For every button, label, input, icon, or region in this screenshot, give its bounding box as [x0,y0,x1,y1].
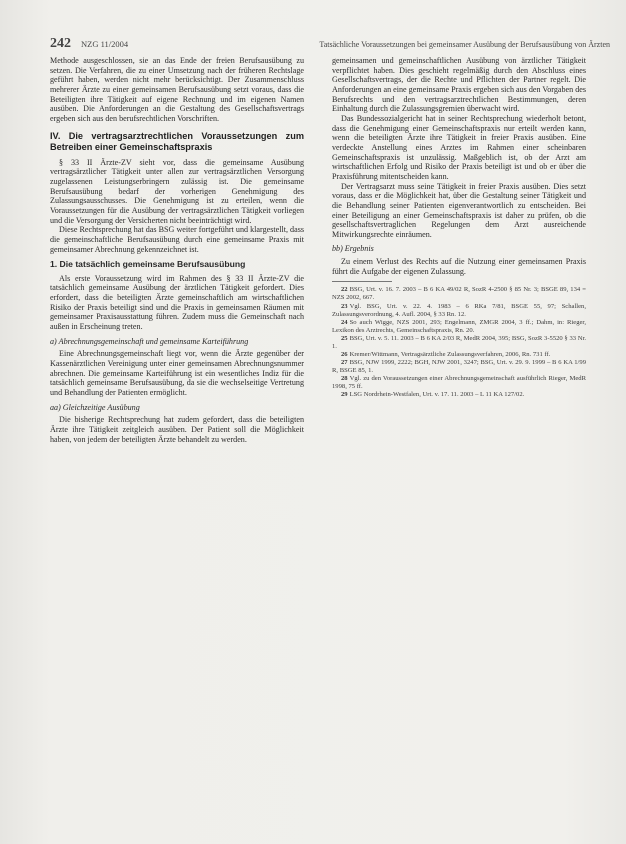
page-number: 242 [50,36,71,51]
footnote-divider [332,281,392,282]
footnote-text: So auch Wigge, NZS 2001, 293; Engelmann, ZMGR 2004, 3 ff.; Dahm, in: Rieger, Lexikon des Arztrechts, Gemeinschaftspraxis, Rn. 20. [332,318,586,334]
footnote [332,286,586,302]
footnote-text: Vgl. BSG, Urt. v. 22. 4. 1983 – 6 RKa 7/81, BSGE 55, 97; Schallen, Zulassungsverordnung, 4. Aufl. 2004, § 33 Rn. 12. [332,302,586,318]
left-column [50,56,304,444]
paragraph-heading-aa: aa) Gleichzeitige Ausübung [50,402,140,412]
paragraph-heading-a: a) Abrechnungsgemeinschaft und gemeinsame Karteiführung [50,336,249,346]
footnote [332,319,586,335]
subsection-heading: 1. Die tatsächlich gemeinsame Berufsausübung [50,259,246,270]
footnote-number: 24 [341,318,348,326]
footnote-text: BSG, Urt. v. 5. 11. 2003 – B 6 KA 2/03 R, MedR 2004, 395; BSG, SozR 3-5520 § 33 Nr. 1. [332,334,586,350]
footnotes [332,286,586,399]
section-heading: IV. Die vertragsarztrechtlichen Voraussetzungen zum Betreiben einer Gemeinschaftspraxis [50,130,304,152]
footnote [332,375,586,391]
footnote-number: 27 [341,358,348,366]
right-paragraph-4: Zu einem Verlust des Rechts auf die Nutzung einer gemeinsamen Praxis führt die Aufgabe der eigenen Zulassung. [332,257,586,276]
footnote-number: 23 [341,302,348,310]
footnote-number: 29 [341,391,348,399]
right-paragraph-3: Der Vertragsarzt muss seine Tätigkeit in freier Praxis ausüben. Dies setzt voraus, dass er die Möglichkeit hat, über die Gestaltung seiner Tätigkeit und die Behandlung seiner Patienten eigenverantwortlich zu entscheiden. Bei einer Beteiligung an einer Gemeinschaftspraxis ist daher zu prüfen, ob die gesellschaftsvertraglichen Regelungen dem Arzt ausreichende Mitwirkungsrechte einräumen. [332,181,586,239]
paragraph-heading-bb: bb) Ergebnis [332,244,374,254]
right-paragraph-1: gemeinsamen und gemeinschaftlichen Ausübung von ärztlicher Tätigkeit verpflichtet haben. Dies geschieht regelmäßig durch den Abschluss eines Gesellschaftsvertrags, der die Rechte und Pflichten der Partner regelt. Die Anforderungen an eine gemeinsame Praxis ergeben sich aus den Vorgaben des Berufsrechts und den vertragsarztrechtlichen Bestimmungen, deren Einhaltung durch die Zulassungsgremien überwacht wird. [332,56,586,114]
footnote-number: 28 [341,374,348,382]
subsection-paragraph-1: Als erste Voraussetzung wird im Rahmen des § 33 II Ärzte-ZV die tatsächlich gemeinsame Ausübung der ärztlichen Tätigkeit gefordert. Dies erfordert, dass die beteiligten Ärzte gemeinschaftlich am wirtschaftlichen Risiko der Praxis beteiligt sind und die Praxis in gemeinsamen Räumen mit gemeinsamer Praxisausstattung führen. Zudem muss die Gemeinschaft nach außen in Erscheinung treten. [50,273,304,332]
intro-paragraph: Methode ausgeschlossen, sie an das Ende der freien Berufsausübung zu setzen. Die Verfahren, die zu einer Umsetzung nach der früheren Rechtslage geführt haben, werden nicht mehr berücksichtigt. Der Zusammenschluss mehrerer Ärzte zu einer gemeinsamen Berufsausübung setzt voraus, dass die Beteiligten ihre Tätigkeit auf eigene Rechnung und im eigenen Namen ausüben. Die Anforderungen an die Gestaltung des Gesellschaftsvertrags ergeben sich aus den berufsrechtlichen Vorschriften. [50,56,304,123]
section-paragraph-2: Diese Rechtsprechung hat das BSG weiter fortgeführt und klargestellt, dass die gemeinschaftliche Berufsausübung durch eine gemeinsame Praxis mit gemeinsamer Abrechnung gekennzeichnet ist. [50,225,304,254]
right-paragraph-2: Das Bundessozialgericht hat in seiner Rechtsprechung wiederholt betont, dass die Genehmigung einer Gemeinschaftspraxis nur erteilt werden kann, wenn die beteiligten Ärzte ihre Tätigkeit in freier Praxis ausüben. Eine verdeckte Anstellung eines Arztes im Rahmen einer scheinbaren Gemeinschaftspraxis ist unzulässig. Maßgeblich ist, ob der Arzt am wirtschaftlichen Erfolg und Risiko der Praxis beteiligt ist und ob er über die Praxisführung mitentscheiden kann. [332,113,586,181]
page-header [50,36,610,50]
footnote-number: 25 [341,334,348,342]
footnote-text: BSG, Urt. v. 16. 7. 2003 – B 6 KA 49/02 R, SozR 4-2500 § 85 Nr. 3; BSGE 89, 134 = NZS 2002, 667. [332,286,586,302]
footnote-text: Kremer/Wittmann, Vertragsärztliche Zulassungsverfahren, 2006, Rn. 731 ff. [349,350,551,358]
footnote-number: 22 [341,286,348,294]
footnote [332,359,586,375]
right-column [332,56,586,399]
footnote [332,351,586,359]
footnote [332,303,586,319]
footnote-text: Vgl. zu den Voraussetzungen einer Abrechnungsgemeinschaft ausführlich Rieger, MedR 1998, 75 ff. [332,374,586,390]
running-title: Tatsächliche Voraussetzungen bei gemeinsamer Ausübung der Berufsausübung von Ärzten [319,40,610,49]
footnote-text: BSG, NJW 1999, 2222; BGH, NJW 2001, 3247; BSG, Urt. v. 29. 9. 1999 – B 6 KA 1/99 R, BSGE 85, 1. [332,358,586,374]
footnote-number: 26 [341,350,348,358]
footnote [332,335,586,351]
journal-citation: NZG 11/2004 [81,39,129,49]
subsection-paragraph-2: Eine Abrechnungsgemeinschaft liegt vor, wenn die Ärzte gegenüber der Kassenärztlichen Vereinigung unter einer gemeinsamen Abrechnungsnummer abrechnen. Die gemeinsame Karteiführung ist ein wesentliches Indiz für die tatsächlich gemeinsame Berufsausübung, da sie die wechselseitige Vertretung und Behandlung der Patienten ermöglicht. [50,349,304,398]
section-paragraph-1: § 33 II Ärzte-ZV sieht vor, dass die gemeinsame Ausübung vertragsärztlicher Tätigkeit unter allen zur vertragsärztlichen Versorgung zugelassenen Leistungserbringern zulässig ist. Die gemeinsame Berufsausübung bedarf der vorherigen Genehmigung des Zulassungsausschusses. Die Genehmigung ist zu erteilen, wenn die Voraussetzungen für die Ausübung der vertragsärztlichen Tätigkeit vorliegen und die Versorgung der Versicherten nicht beeinträchtigt wird. [50,157,304,225]
footnote [332,391,586,399]
subsection-paragraph-3: Die bisherige Rechtsprechung hat zudem gefordert, dass die beteiligten Ärzte ihre Tätigkeit zeitgleich ausüben. Der Patient soll die Möglichkeit haben, von jedem der beteiligten Ärzte behandelt zu werden. [50,415,304,444]
footnote-text: LSG Nordrhein-Westfalen, Urt. v. 17. 11. 2003 – L 11 KA 127/02. [349,391,525,399]
